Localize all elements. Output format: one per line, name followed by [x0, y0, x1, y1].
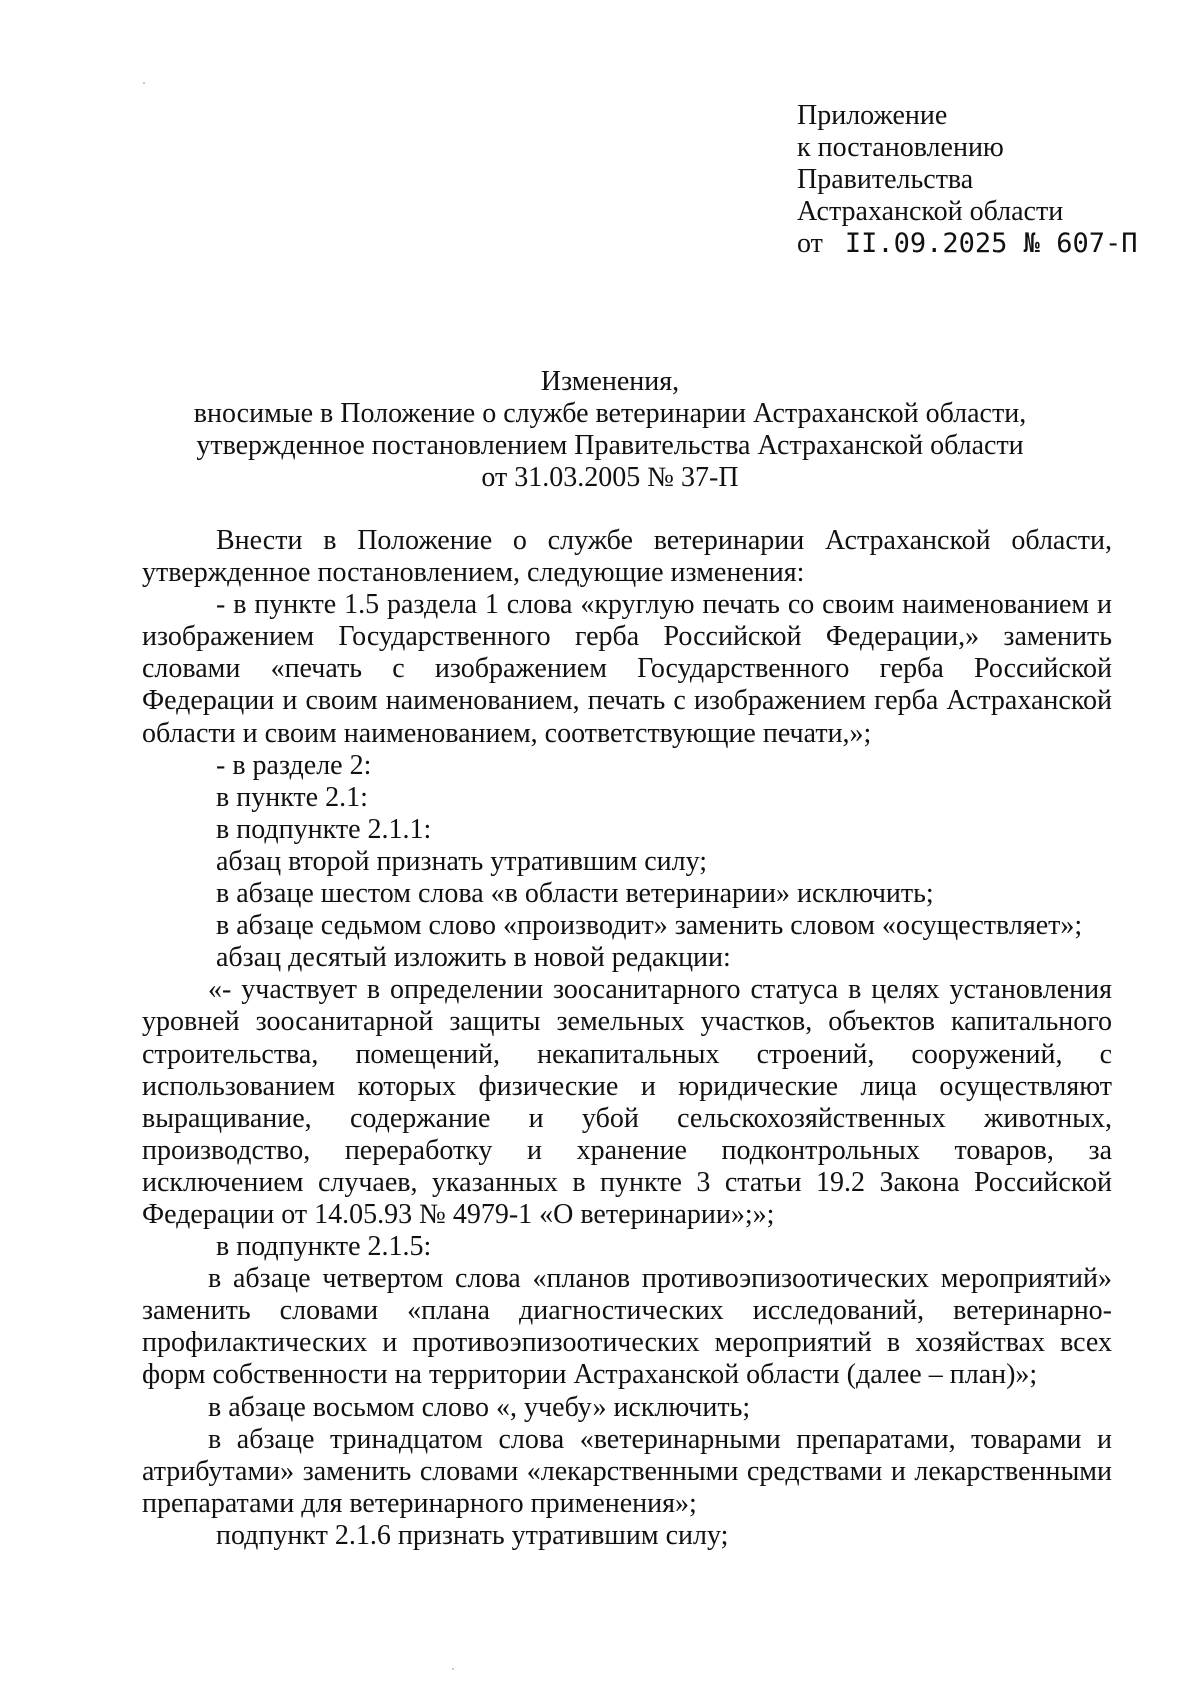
- scan-speck: [143, 82, 145, 84]
- body-paragraph: в абзаце тринадцатом слова «ветеринарными препаратами, товарами и атрибутами» заменить словами «лекарственными средствами и лекарственными препаратами для ветеринарного применения»;: [142, 1423, 1112, 1519]
- body-paragraph: Внести в Положение о службе ветеринарии Астраханской области, утвержденное постановлением, следующие изменения:: [142, 525, 1112, 589]
- approval-line: Астраханской области: [797, 196, 1064, 227]
- body-paragraph: в абзаце четвертом слова «планов противоэпизоотических мероприятий» заменить словами «плана диагностических исследований, ветеринарно-профилактических и противоэпизоотических мероприятий в хозяйствах всех форм собственности на территории Астраханской области (далее – план)»;: [142, 1263, 1112, 1391]
- body-paragraph: - в разделе 2:: [216, 749, 372, 781]
- body-paragraph: в подпункте 2.1.5:: [216, 1231, 432, 1263]
- document-body: [142, 525, 1112, 1552]
- body-paragraph: «- участвует в определении зоосанитарного статуса в целях установления уровней зоосанитарной защиты земельных участков, объектов капитального строительства, помещений, некапитальных строений, сооружений, с использованием которых физические и юридические лица осуществляют выращивание, содержание и убой сельскохозяйственных животных, производство, переработку и хранение подконтрольных товаров, за исключением случаев, указанных в пункте 3 статьи 19.2 Закона Российской Федерации от 14.05.93 № 4979-1 «О ветеринарии»;»;: [142, 974, 1112, 1230]
- approval-date-number: II.09.2025 № 607-П: [844, 228, 1138, 259]
- approval-line: к постановлению: [797, 132, 1004, 163]
- approval-line: Приложение: [797, 100, 948, 131]
- approval-block: [797, 100, 1137, 260]
- body-paragraph: в пункте 2.1:: [216, 781, 368, 813]
- title-line: вносимые в Положение о службе ветеринарии Астраханской области,: [193, 398, 1027, 429]
- scan-speck: [452, 1668, 454, 1670]
- body-paragraph: в абзаце седьмом слово «производит» заменить словом «осуществляет»;: [216, 910, 1083, 942]
- document-title: [150, 366, 1070, 494]
- body-paragraph: в абзаце восьмом слово «, учебу» исключить;: [208, 1391, 751, 1423]
- body-paragraph: в подпункте 2.1.1:: [216, 813, 432, 845]
- body-paragraph: абзац десятый изложить в новой редакции:: [216, 942, 731, 974]
- approval-date-prefix: от: [797, 228, 823, 259]
- title-line: от 31.03.2005 № 37-П: [481, 462, 739, 493]
- approval-line: Правительства: [797, 164, 974, 195]
- body-paragraph: абзац второй признать утратившим силу;: [216, 845, 708, 877]
- body-paragraph: - в пункте 1.5 раздела 1 слова «круглую печать со своим наименованием и изображением Государственного герба Российской Федерации,» заменить словами «печать с изображением Государственного герба Российской Федерации и своим наименованием, печать с изображением герба Астраханской области и своим наименованием, соответствующие печати,»;: [142, 589, 1112, 749]
- approval-date-line: [797, 228, 1137, 260]
- title-line: утвержденное постановлением Правительства Астраханской области: [196, 430, 1024, 461]
- body-paragraph: подпункт 2.1.6 признать утратившим силу;: [216, 1519, 729, 1551]
- body-paragraph: в абзаце шестом слова «в области ветеринарии» исключить;: [216, 878, 934, 910]
- title-line: Изменения,: [540, 366, 680, 397]
